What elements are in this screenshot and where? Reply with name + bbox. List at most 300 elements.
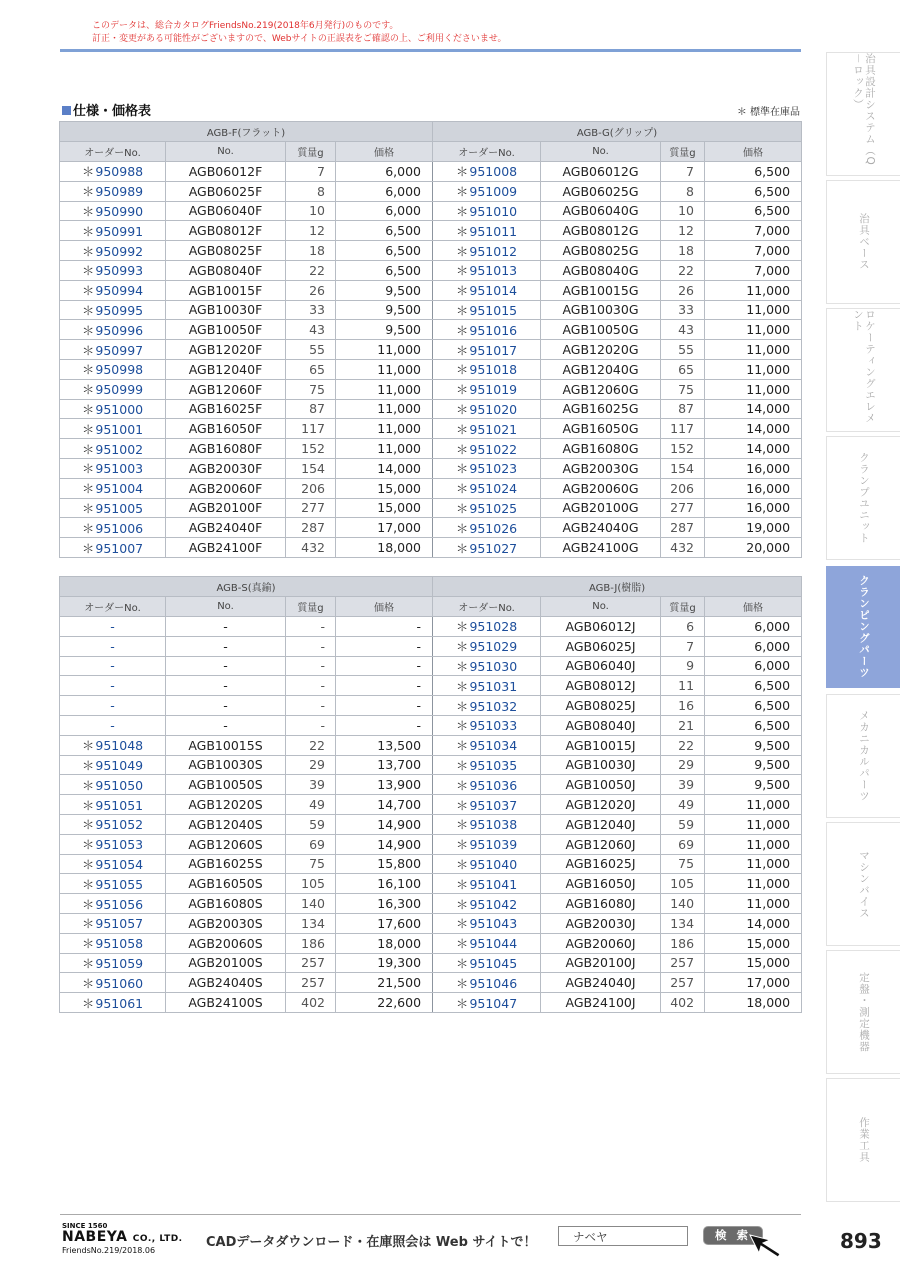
order-link[interactable]: 951027	[469, 540, 518, 556]
order-link[interactable]: 951005	[95, 500, 144, 516]
table-row	[60, 874, 802, 894]
price-cell: 7,000	[705, 241, 802, 261]
price-cell: 14,000	[705, 399, 802, 419]
price-cell: 14,900	[336, 814, 433, 834]
col-price: 価格	[336, 142, 433, 162]
order-no-cell[interactable]	[433, 359, 541, 379]
weight-cell: 7	[661, 162, 705, 182]
weight-cell: 75	[661, 379, 705, 399]
side-tab-label: メカニカルパーツ	[858, 710, 870, 802]
order-link[interactable]: 951047	[469, 995, 518, 1011]
order-link[interactable]: 951060	[95, 975, 144, 991]
weight-cell: 8	[286, 181, 336, 201]
part-no-cell: AGB06012G	[541, 162, 661, 182]
order-no-cell[interactable]	[60, 953, 166, 973]
part-no-cell: AGB16050F	[166, 419, 286, 439]
table-row	[60, 696, 802, 716]
part-no-cell: AGB24040F	[166, 518, 286, 538]
order-no-cell[interactable]	[433, 913, 541, 933]
order-no-cell[interactable]	[433, 854, 541, 874]
order-link[interactable]: 951022	[469, 441, 518, 457]
weight-cell: 152	[661, 439, 705, 459]
order-no-cell[interactable]	[433, 894, 541, 914]
table-row	[60, 973, 802, 993]
weight-cell: 29	[286, 755, 336, 775]
weight-cell: 69	[286, 834, 336, 854]
stock-mark: ＊	[455, 718, 469, 734]
order-no-cell[interactable]	[433, 696, 541, 716]
order-no-cell[interactable]	[433, 814, 541, 834]
stock-mark: ＊	[455, 738, 469, 754]
stock-mark: ＊	[81, 797, 95, 813]
order-link[interactable]: 951035	[469, 757, 518, 773]
part-no-cell: AGB08025G	[541, 241, 661, 261]
side-tab-mechanical[interactable]	[826, 694, 900, 818]
weight-cell: 39	[661, 775, 705, 795]
order-link[interactable]: 950997	[95, 342, 144, 358]
stock-mark: ＊	[81, 955, 95, 971]
order-no-cell[interactable]	[60, 162, 166, 182]
spec-table-fg	[59, 121, 802, 558]
stock-mark: ＊	[455, 322, 469, 338]
order-no-cell[interactable]	[60, 340, 166, 360]
group-header-right: AGB-G(グリップ)	[433, 122, 802, 142]
order-no-cell[interactable]	[433, 973, 541, 993]
part-no-cell: AGB24040J	[541, 973, 661, 993]
order-no-cell[interactable]	[433, 399, 541, 419]
order-link[interactable]: 951058	[95, 936, 144, 952]
order-link[interactable]: 951032	[469, 698, 518, 714]
part-no-cell: AGB12020G	[541, 340, 661, 360]
price-cell: 15,000	[336, 478, 433, 498]
col-weight: 質量g	[661, 597, 705, 617]
order-link[interactable]: 951056	[95, 896, 144, 912]
order-link[interactable]: 951007	[95, 540, 144, 556]
order-no-cell[interactable]	[60, 735, 166, 755]
order-no-cell[interactable]	[60, 439, 166, 459]
col-weight: 質量g	[286, 597, 336, 617]
order-no-cell[interactable]	[433, 834, 541, 854]
order-link[interactable]: 951001	[95, 421, 144, 437]
order-no-cell[interactable]	[60, 379, 166, 399]
order-no-cell[interactable]	[60, 755, 166, 775]
col-order: オーダーNo.	[433, 142, 541, 162]
order-no-cell[interactable]	[433, 933, 541, 953]
order-link[interactable]: 951023	[469, 461, 518, 477]
col-no: No.	[541, 142, 661, 162]
stock-mark: ＊	[455, 936, 469, 952]
order-no-cell[interactable]	[60, 973, 166, 993]
order-link[interactable]: 951059	[95, 955, 144, 971]
part-no-cell: AGB12060G	[541, 379, 661, 399]
order-link[interactable]: 951033	[469, 718, 518, 734]
part-no-cell: AGB08040J	[541, 715, 661, 735]
price-cell: 17,000	[336, 518, 433, 538]
part-no-cell: AGB24100F	[166, 538, 286, 558]
order-link[interactable]: 951021	[469, 421, 518, 437]
order-no-cell[interactable]	[60, 478, 166, 498]
part-no-cell: AGB16025S	[166, 854, 286, 874]
order-link[interactable]: 950995	[95, 302, 144, 318]
stock-mark: ＊	[81, 382, 95, 398]
price-cell: 19,000	[705, 518, 802, 538]
stock-mark: ＊	[455, 223, 469, 239]
stock-mark: ＊	[81, 500, 95, 516]
price-cell: -	[336, 656, 433, 676]
order-no-cell[interactable]	[433, 953, 541, 973]
order-link[interactable]: 951024	[469, 481, 518, 497]
order-link[interactable]: 951008	[469, 164, 518, 180]
side-tab-locating[interactable]	[826, 308, 900, 432]
search-button[interactable]: 検 索	[704, 1227, 762, 1244]
stock-mark: ＊	[81, 342, 95, 358]
stock-mark: ＊	[81, 856, 95, 872]
col-order: オーダーNo.	[433, 597, 541, 617]
price-cell: 14,000	[705, 419, 802, 439]
price-cell: 17,600	[336, 913, 433, 933]
order-no-cell[interactable]	[60, 498, 166, 518]
order-link[interactable]: 950989	[95, 184, 144, 200]
part-no-cell: AGB12060S	[166, 834, 286, 854]
stock-mark: ＊	[81, 362, 95, 378]
part-no-cell: -	[166, 676, 286, 696]
brand-logo	[62, 1229, 183, 1245]
order-no-cell[interactable]	[60, 359, 166, 379]
order-link[interactable]: 951017	[469, 342, 518, 358]
weight-cell: 432	[661, 538, 705, 558]
stock-mark: ＊	[455, 342, 469, 358]
order-link[interactable]: 951003	[95, 461, 144, 477]
order-no-cell[interactable]	[433, 874, 541, 894]
order-no-cell[interactable]	[433, 636, 541, 656]
weight-cell: 75	[661, 854, 705, 874]
stock-mark: ＊	[455, 797, 469, 813]
price-cell: 14,700	[336, 795, 433, 815]
stock-mark: ＊	[81, 203, 95, 219]
price-cell: 19,300	[336, 953, 433, 973]
stock-mark: ＊	[81, 481, 95, 497]
part-no-cell: AGB16080J	[541, 894, 661, 914]
order-no-cell[interactable]	[433, 280, 541, 300]
order-link[interactable]: 951020	[469, 401, 518, 417]
weight-cell: 65	[286, 359, 336, 379]
order-no-cell[interactable]	[60, 300, 166, 320]
stock-mark: ＊	[455, 401, 469, 417]
order-link[interactable]: 950988	[95, 164, 144, 180]
price-cell: 18,000	[336, 933, 433, 953]
price-cell: 9,500	[705, 755, 802, 775]
part-no-cell: AGB10050F	[166, 320, 286, 340]
weight-cell: 29	[661, 755, 705, 775]
price-cell: 6,000	[705, 636, 802, 656]
order-no-cell[interactable]	[433, 755, 541, 775]
order-link[interactable]: 950990	[95, 203, 144, 219]
part-no-cell: AGB06025J	[541, 636, 661, 656]
order-no-cell[interactable]	[60, 854, 166, 874]
order-link[interactable]: 951034	[469, 738, 518, 754]
order-link[interactable]: 951014	[469, 283, 518, 299]
order-link[interactable]: 951004	[95, 481, 144, 497]
order-link[interactable]: 951002	[95, 441, 144, 457]
order-link[interactable]: 951013	[469, 263, 518, 279]
order-no-cell[interactable]	[433, 300, 541, 320]
price-cell: 11,000	[705, 894, 802, 914]
part-no-cell: AGB20060F	[166, 478, 286, 498]
order-no-cell[interactable]	[60, 419, 166, 439]
section-heading	[62, 100, 151, 119]
order-no-cell[interactable]	[433, 340, 541, 360]
order-link[interactable]: 951044	[469, 936, 518, 952]
order-no-cell[interactable]	[60, 399, 166, 419]
part-no-cell: AGB10030G	[541, 300, 661, 320]
top-divider	[60, 49, 801, 52]
order-no-cell[interactable]	[433, 538, 541, 558]
order-no-cell[interactable]	[433, 221, 541, 241]
price-cell: -	[336, 696, 433, 716]
order-no-cell[interactable]	[60, 933, 166, 953]
stock-mark: ＊	[81, 401, 95, 417]
stock-mark: ＊	[81, 777, 95, 793]
order-no-cell[interactable]	[60, 320, 166, 340]
order-link[interactable]: 950998	[95, 362, 144, 378]
part-no-cell: AGB12020S	[166, 795, 286, 815]
side-tab-clamping-parts[interactable]	[826, 566, 900, 688]
order-link[interactable]: 951012	[469, 243, 518, 259]
order-link[interactable]: 950999	[95, 382, 144, 398]
order-link[interactable]: 951041	[469, 876, 518, 892]
order-link[interactable]: 951009	[469, 184, 518, 200]
stock-mark: ＊	[455, 164, 469, 180]
order-link[interactable]: 951010	[469, 203, 518, 219]
order-link[interactable]: 951052	[95, 817, 144, 833]
order-no-cell[interactable]	[60, 458, 166, 478]
stock-mark: ＊	[81, 421, 95, 437]
order-link[interactable]: 951043	[469, 916, 518, 932]
order-link[interactable]: 951057	[95, 916, 144, 932]
order-no-cell[interactable]	[60, 913, 166, 933]
order-no-cell[interactable]	[433, 617, 541, 637]
order-no-cell[interactable]	[60, 795, 166, 815]
order-no-cell[interactable]	[60, 518, 166, 538]
order-link[interactable]: 951011	[469, 223, 518, 239]
order-link[interactable]: 951049	[95, 757, 144, 773]
part-no-cell: AGB10015S	[166, 735, 286, 755]
order-no-cell[interactable]	[60, 538, 166, 558]
order-no-cell[interactable]	[433, 241, 541, 261]
weight-cell: 12	[661, 221, 705, 241]
order-link[interactable]: 951046	[469, 975, 518, 991]
price-cell: 15,800	[336, 854, 433, 874]
order-no-cell[interactable]	[433, 795, 541, 815]
side-tab-jig-base[interactable]	[826, 180, 900, 304]
part-no-cell: AGB16025J	[541, 854, 661, 874]
order-no-cell[interactable]	[60, 181, 166, 201]
weight-cell: 16	[661, 696, 705, 716]
part-no-cell: -	[166, 617, 286, 637]
since-label: SINCE 1560	[62, 1222, 108, 1230]
order-no-cell[interactable]	[433, 735, 541, 755]
part-no-cell: AGB12040S	[166, 814, 286, 834]
order-no-cell[interactable]	[60, 241, 166, 261]
order-no-cell[interactable]	[433, 379, 541, 399]
side-tab-qlock[interactable]	[826, 52, 900, 176]
side-tab-label: ロケーティングエレメント	[852, 309, 876, 424]
side-tab-measuring[interactable]	[826, 950, 900, 1074]
order-no-cell: -	[60, 696, 166, 716]
order-link[interactable]: 951025	[469, 500, 518, 516]
part-no-cell: AGB06040F	[166, 201, 286, 221]
weight-cell: 152	[286, 439, 336, 459]
order-link[interactable]: 951042	[469, 896, 518, 912]
part-no-cell: AGB20030S	[166, 913, 286, 933]
order-link[interactable]: 951031	[469, 678, 518, 694]
order-link[interactable]: 951015	[469, 302, 518, 318]
order-no-cell[interactable]	[60, 814, 166, 834]
table-row	[60, 300, 802, 320]
order-link[interactable]: 951037	[469, 797, 518, 813]
table-row	[60, 735, 802, 755]
stock-mark: ＊	[455, 777, 469, 793]
price-cell: 6,000	[705, 617, 802, 637]
search-input[interactable]: ナベヤ	[558, 1226, 688, 1246]
weight-cell: 134	[286, 913, 336, 933]
price-cell: 6,500	[705, 676, 802, 696]
pointer-cursor-icon	[748, 1233, 782, 1259]
weight-cell: 7	[661, 636, 705, 656]
side-tab-machine-vise[interactable]	[826, 822, 900, 946]
order-link[interactable]: 951028	[469, 619, 518, 635]
order-link[interactable]: 951061	[95, 995, 144, 1011]
price-cell: 11,000	[705, 834, 802, 854]
order-no-cell[interactable]	[433, 715, 541, 735]
price-cell: 16,000	[705, 458, 802, 478]
price-cell: 20,000	[705, 538, 802, 558]
order-no-cell[interactable]	[433, 260, 541, 280]
order-link[interactable]: 951038	[469, 817, 518, 833]
order-link[interactable]: 951026	[469, 520, 518, 536]
order-no-cell[interactable]	[60, 260, 166, 280]
order-link[interactable]: 951030	[469, 658, 518, 674]
weight-cell: 69	[661, 834, 705, 854]
stock-mark: ＊	[81, 876, 95, 892]
order-no-cell[interactable]	[60, 834, 166, 854]
table-row	[60, 340, 802, 360]
weight-cell: 134	[661, 913, 705, 933]
weight-cell: 257	[661, 953, 705, 973]
order-link[interactable]: 950994	[95, 283, 144, 299]
weight-cell: 105	[661, 874, 705, 894]
order-no-cell[interactable]	[60, 201, 166, 221]
order-link[interactable]: 951053	[95, 837, 144, 853]
order-link[interactable]: 951018	[469, 362, 518, 378]
stock-mark: ＊	[81, 283, 95, 299]
order-no-cell[interactable]	[60, 221, 166, 241]
order-link[interactable]: 951016	[469, 322, 518, 338]
part-no-cell: AGB20060S	[166, 933, 286, 953]
weight-cell: -	[286, 617, 336, 637]
order-link[interactable]: 951040	[469, 856, 518, 872]
col-price: 価格	[705, 142, 802, 162]
order-no-cell[interactable]	[433, 201, 541, 221]
order-no-cell[interactable]	[60, 280, 166, 300]
order-link[interactable]: 950992	[95, 243, 144, 259]
order-link[interactable]: 951055	[95, 876, 144, 892]
table-row	[60, 478, 802, 498]
order-no-cell[interactable]	[433, 419, 541, 439]
order-link[interactable]: 951045	[469, 955, 518, 971]
price-cell: -	[336, 617, 433, 637]
order-link[interactable]: 951029	[469, 639, 518, 655]
order-link[interactable]: 951000	[95, 401, 144, 417]
part-no-cell: AGB20060G	[541, 478, 661, 498]
stock-mark: ＊	[455, 817, 469, 833]
order-link[interactable]: 951051	[95, 797, 144, 813]
order-link[interactable]: 951019	[469, 382, 518, 398]
table-row	[60, 676, 802, 696]
price-cell: 14,000	[705, 913, 802, 933]
order-no-cell[interactable]	[433, 181, 541, 201]
order-no-cell[interactable]	[60, 894, 166, 914]
order-link[interactable]: 950996	[95, 322, 144, 338]
order-no-cell[interactable]	[433, 656, 541, 676]
price-cell: 6,000	[336, 162, 433, 182]
order-link[interactable]: 951036	[469, 777, 518, 793]
price-cell: 6,500	[336, 241, 433, 261]
order-no-cell[interactable]	[433, 458, 541, 478]
order-link[interactable]: 951039	[469, 837, 518, 853]
order-no-cell[interactable]	[60, 775, 166, 795]
part-no-cell: AGB20100S	[166, 953, 286, 973]
order-link[interactable]: 951048	[95, 738, 144, 754]
order-link[interactable]: 950993	[95, 263, 144, 279]
order-no-cell[interactable]	[433, 993, 541, 1013]
order-no-cell[interactable]	[60, 874, 166, 894]
side-tab-label: 治具ベース	[858, 213, 870, 271]
group-header-right: AGB-J(樹脂)	[433, 577, 802, 597]
side-tab-tools[interactable]	[826, 1078, 900, 1202]
table-row	[60, 439, 802, 459]
order-no-cell[interactable]	[433, 478, 541, 498]
order-no-cell[interactable]	[60, 993, 166, 1013]
weight-cell: 33	[661, 300, 705, 320]
side-tab-label: 治具設計システム（Q－ロック）	[852, 53, 876, 166]
stock-mark: ＊	[455, 500, 469, 516]
stock-mark: ＊	[81, 184, 95, 200]
table-row	[60, 518, 802, 538]
order-no-cell[interactable]	[433, 498, 541, 518]
order-link[interactable]: 951054	[95, 856, 144, 872]
weight-cell: 59	[661, 814, 705, 834]
price-cell: 11,000	[705, 814, 802, 834]
order-link[interactable]: 950991	[95, 223, 144, 239]
order-no-cell[interactable]	[433, 439, 541, 459]
part-no-cell: AGB10050S	[166, 775, 286, 795]
side-tab-clamp-unit[interactable]	[826, 436, 900, 560]
part-no-cell: AGB12060J	[541, 834, 661, 854]
weight-cell: 186	[286, 933, 336, 953]
order-no-cell[interactable]	[433, 518, 541, 538]
order-no-cell[interactable]	[433, 162, 541, 182]
stock-note: ＊ 標準在庫品	[736, 107, 800, 118]
weight-cell: 22	[661, 735, 705, 755]
order-link[interactable]: 951006	[95, 520, 144, 536]
order-no-cell[interactable]	[433, 775, 541, 795]
order-no-cell[interactable]	[433, 320, 541, 340]
order-link[interactable]: 951050	[95, 777, 144, 793]
price-cell: 7,000	[705, 221, 802, 241]
price-cell: 13,900	[336, 775, 433, 795]
order-no-cell[interactable]	[433, 676, 541, 696]
